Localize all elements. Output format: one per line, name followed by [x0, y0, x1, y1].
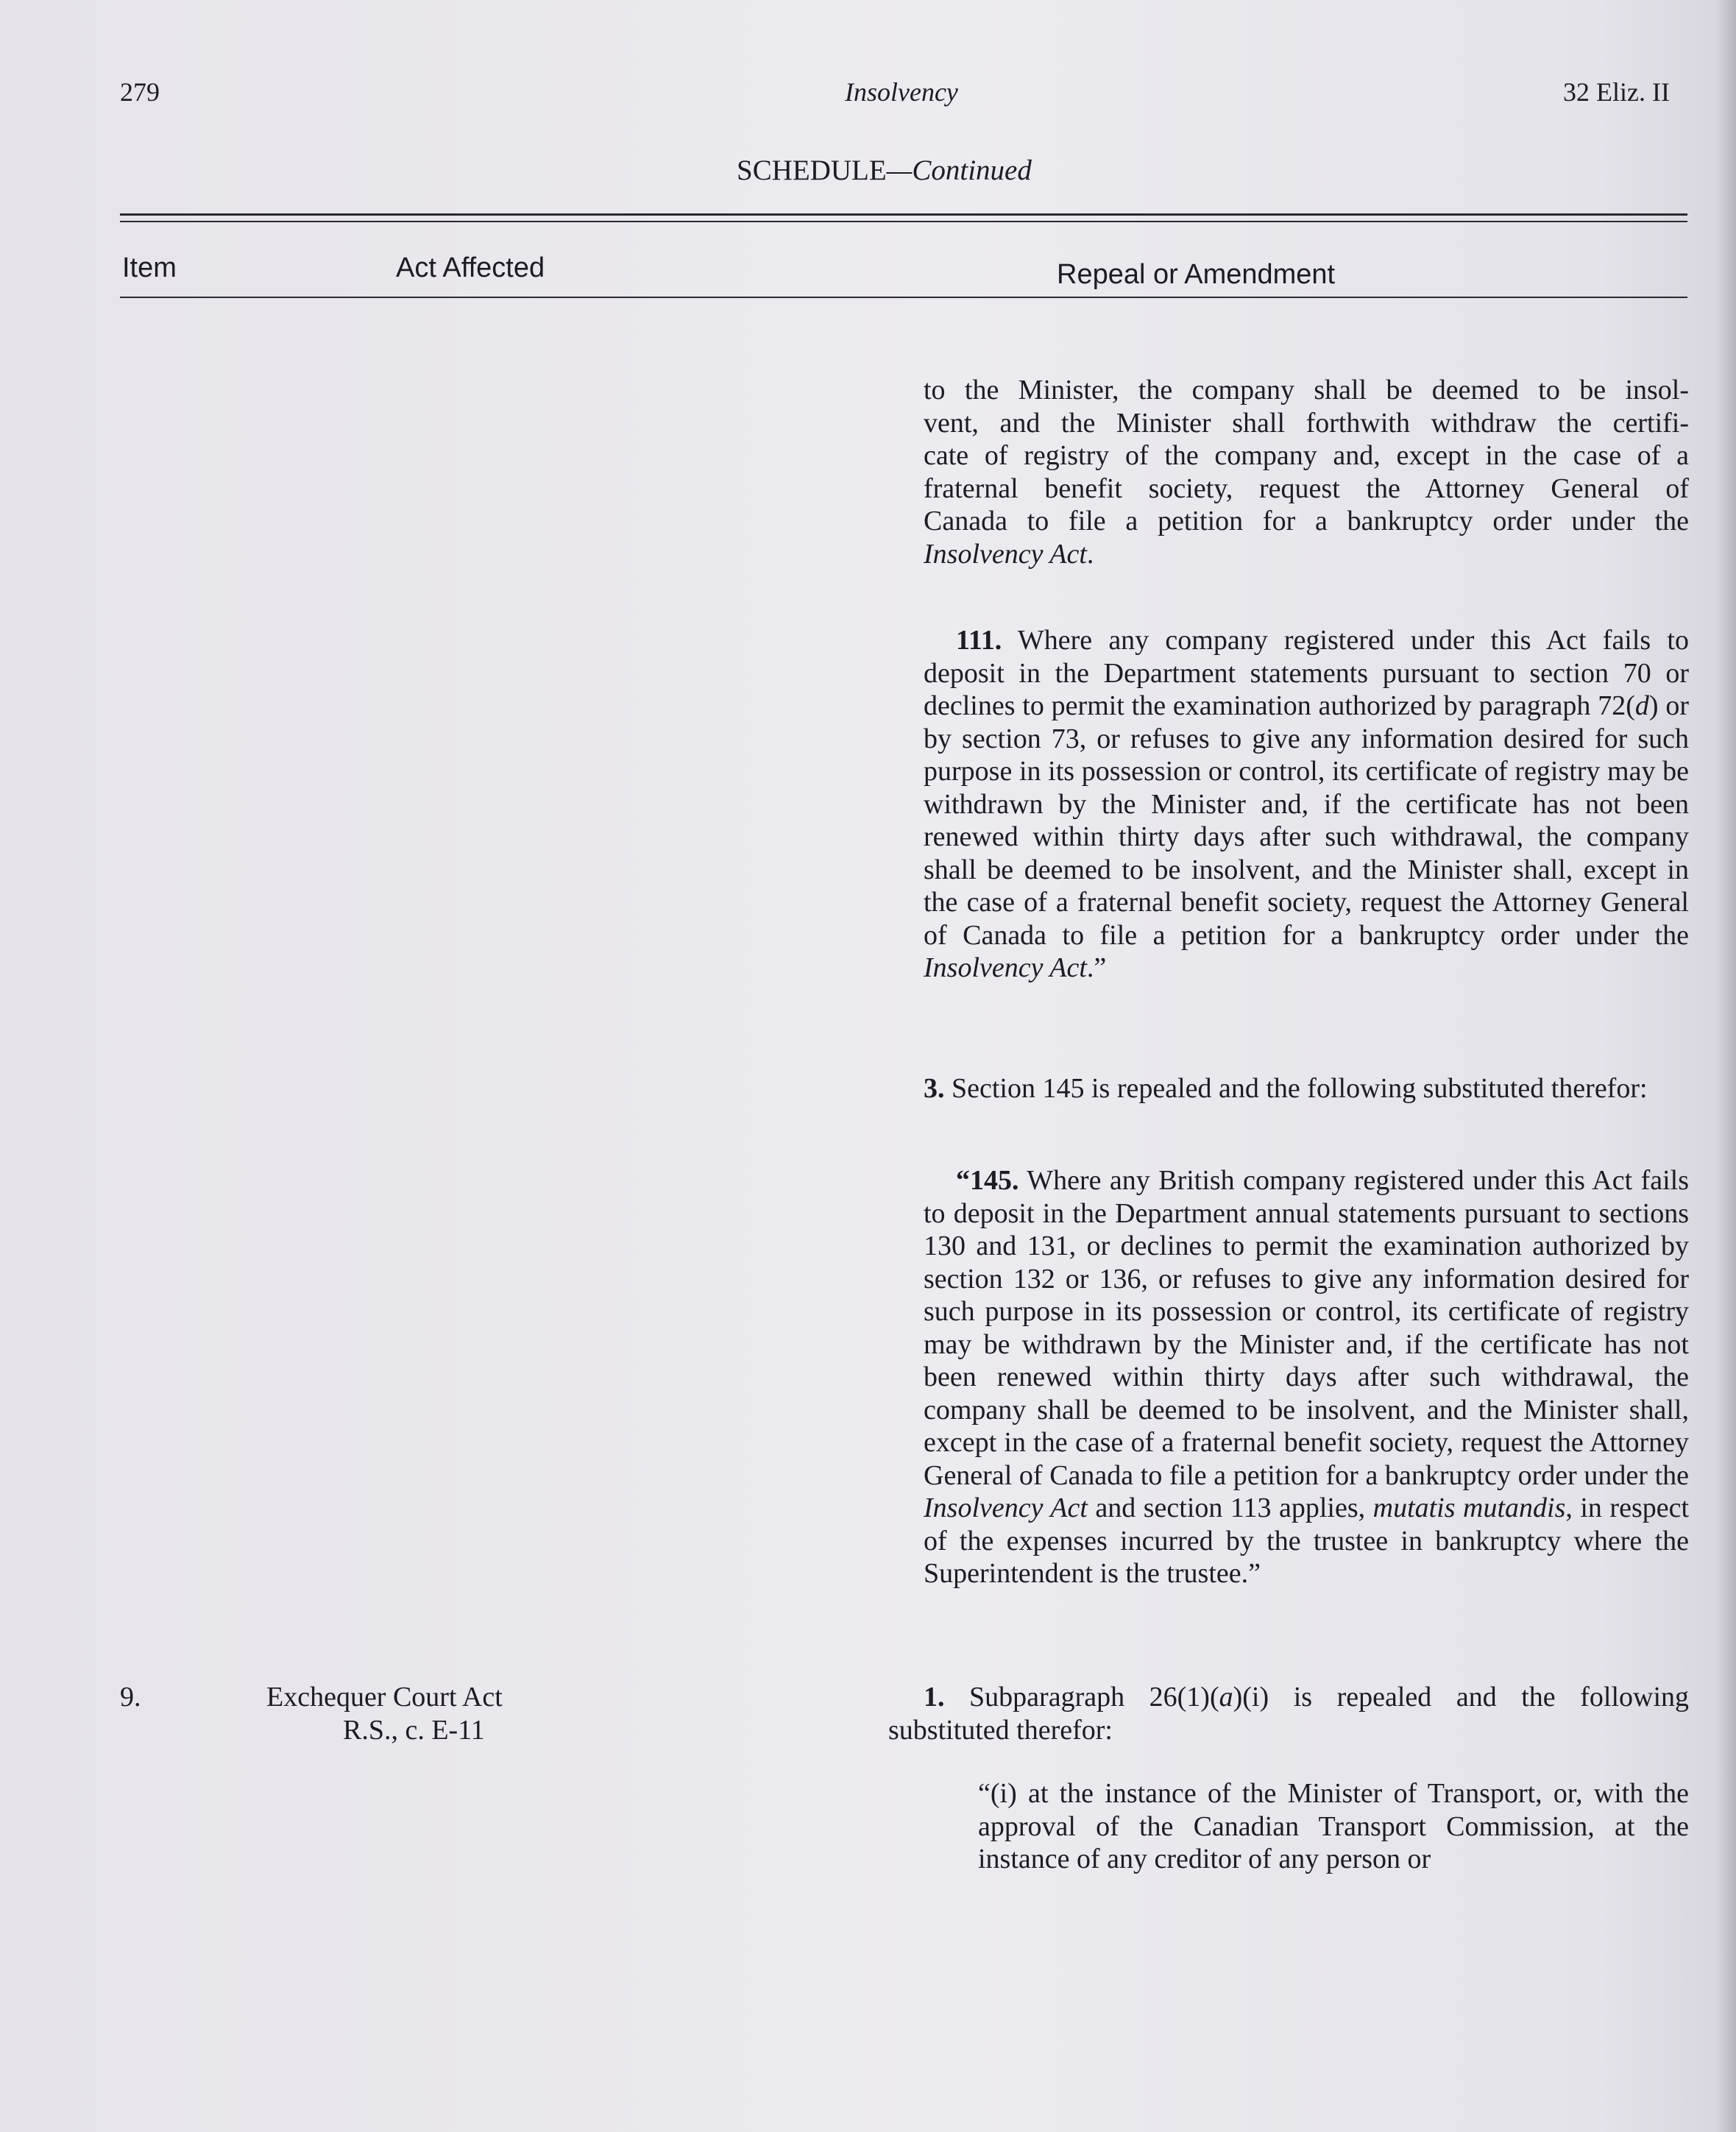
show-through-text — [103, 353, 898, 1752]
column-header-item: Item — [122, 252, 177, 283]
page-edge-shadow — [1715, 0, 1736, 2132]
text-fragment: Subparagraph 26(1)( — [944, 1682, 1219, 1713]
section-145-text — [924, 1164, 1689, 1590]
open-quote: “ — [956, 1165, 970, 1196]
text-line: fraternal benefit society, request the Attorney General of — [924, 472, 1689, 504]
amendment-number: 3. — [924, 1073, 945, 1104]
amendment-3-text — [888, 1072, 1689, 1105]
text-fragment: )(i) is repealed and the following substituted therefor: — [888, 1682, 1689, 1746]
act-name: Insolvency Act — [924, 538, 1087, 570]
item-number: 9. — [120, 1682, 141, 1713]
paragraph-letter: d — [1634, 690, 1649, 721]
text-fragment: , in respect of the expenses incurred by the trustee in bankruptcy where the Superintendent is the trustee.” — [924, 1492, 1690, 1589]
column-header-act-affected: Act Affected — [396, 252, 545, 283]
act-affected-name: Exchequer Court Act — [266, 1682, 503, 1713]
header-rule-bottom — [120, 297, 1687, 298]
amendment-number: 1. — [924, 1682, 945, 1713]
text-fragment: and section 113 applies, — [1087, 1492, 1373, 1523]
subparagraph-i-text — [978, 1777, 1689, 1876]
text-fragment: .” — [1086, 952, 1107, 983]
text-line — [924, 538, 1689, 571]
section-number: 111. — [956, 625, 1002, 656]
text-line: Canada to file a petition for a bankruptcy order under the — [924, 506, 1689, 536]
schedule-title-suffix: —Continued — [886, 155, 1032, 186]
act-name: Insolvency Act — [924, 952, 1087, 983]
indent-spacer — [888, 1682, 924, 1713]
text-fragment: Where any company registered under this Act fails to deposit in the Department statements pursuant to section 70 or declines to permit the examination authorized by paragraph 72( — [924, 625, 1689, 721]
indent-spacer — [888, 1073, 924, 1104]
text-fragment: ) or by section 73, or refuses to give any information desired for such purpose in its possession or control, its certificate of registry may be withdrawn by the Minister and, if the certificate has not been renewed within thirty days after such withdrawal, the company shall be deemed to be insolvent, and the Minister shall, except in the case of a fraternal benefit society, request the Attorney General of Canada to file a petition for a bankruptcy order under the — [924, 690, 1690, 951]
column-header-repeal-or-amendment: Repeal or Amendment — [1057, 259, 1336, 290]
provision-paragraph — [888, 1681, 1689, 1746]
schedule-title-main: SCHEDULE — [737, 155, 887, 186]
provision-paragraph — [924, 624, 1689, 985]
text-line: to the Minister, the company shall be deemed to be insol- — [924, 375, 1689, 405]
header-rule-second — [120, 221, 1687, 222]
header-rule-top — [120, 213, 1687, 216]
latin-phrase: mutatis mutandis — [1372, 1492, 1566, 1523]
amendment-1-text — [888, 1681, 1689, 1746]
text-line: cate of registry of the company and, except in the case of a — [924, 440, 1689, 471]
continued-provision-text — [924, 374, 1689, 570]
regnal-year: 32 Eliz. II — [1563, 77, 1670, 107]
act-name: Insolvency Act — [924, 1492, 1088, 1523]
text-fragment: . — [1086, 538, 1094, 570]
provision-paragraph: “(i) at the instance of the Minister of Transport, or, with the approval of the Canadian Transport Commission, at the instance of any creditor of any person or — [978, 1778, 1689, 1874]
section-111-text — [924, 624, 1689, 985]
text-line: vent, and the Minister shall forthwith withdraw the certifi- — [924, 407, 1689, 439]
act-affected-citation: R.S., c. E-11 — [343, 1715, 485, 1746]
paragraph-letter: a — [1219, 1682, 1233, 1713]
provision-paragraph — [888, 1072, 1689, 1105]
section-number: 145. — [970, 1165, 1019, 1196]
text-fragment: Section 145 is repealed and the following substituted therefor: — [944, 1073, 1648, 1104]
running-title: Insolvency — [845, 77, 958, 107]
text-fragment: Where any British company registered under this Act fails to deposit in the Department annual statements pursuant to sections 130 and 131, or declines to permit the examination authorized by section 132 or 136, or refuses to give any information desired for such purpose in its possession or control, its certificate of registry may be withdrawn by the Minister and, if the certificate has not been renewed within thirty days after such withdrawal, the company shall be deemed to be insolvent, and the Minister shall, except in the case of a fraternal benefit society, request the Attorney General of Canada to file a petition for a bankruptcy order under the — [924, 1165, 1689, 1491]
page-number: 279 — [120, 77, 160, 107]
schedule-title — [737, 154, 1032, 187]
provision-paragraph — [924, 1164, 1689, 1590]
